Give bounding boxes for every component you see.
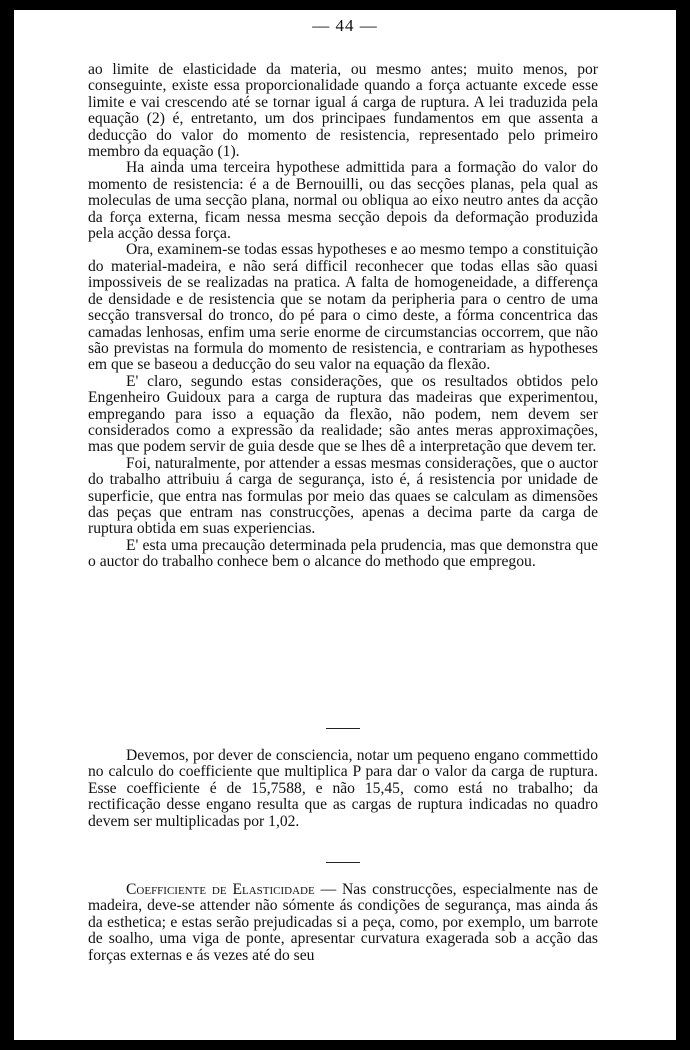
section-divider	[326, 862, 360, 863]
body-text-section	[88, 62, 598, 571]
document-page	[14, 10, 676, 1040]
section-divider	[326, 728, 360, 729]
elasticity-section	[88, 882, 598, 964]
paragraph-correction: Devemos, por dever de consciencia, notar um pequeno engano commettido no calculo do coefficiente que multiplica P para dar o valor da carga de ruptura. Esse coefficiente é de 15,7588, e não 15,45, como está no trabalho; da rectificação desse engano resulta que as cargas de ruptura indicadas no quadro devem ser multiplicadas por 1,02.	[88, 747, 598, 830]
paragraph-hypotheses: Ora, examinem-se todas essas hypotheses e ao mesmo tempo a constituição do material-madeira, e não será difficil reconhecer que todas ellas são quasi impossiveis de se realizadas na pratica. A falta de homogeneidade, a differença de densidade e de resistencia que se notam da peripheria para o centro de uma secção transversal do tronco, do pé para o cimo deste, a fórma concentrica das camadas lenhosas, enfim uma serie enorme de circumstancias occorrem, que não são previstas na formula do momento de resistencia, e contrariam as hypotheses em que se baseou a deducção do seu valor na equação da flexão.	[88, 241, 598, 374]
section-body-text: — Nas construcções, especialmente nas de madeira, deve-se attender não sómente ás condições de segurança, mas ainda ás da esthetica; e estas serão prejudicadas si a peça, como, por exemplo, um barrote de soalho, uma viga de ponte, apresentar curvatura exagerada sob a acção das forças externas e ás vezes até do seu	[88, 881, 598, 964]
paragraph-continuation: ao limite de elasticidade da materia, ou mesmo antes; muito menos, por conseguinte, existe essa proporcionalidade quando a força actuante excede esse limite e vai crescendo até se tornar igual á carga de ruptura. A lei traduzida pela equação (2) é, entretanto, um dos principaes fundamentos em que assenta a deducção do valor do momento de resistencia, representado pelo primeiro membro da equação (1).	[88, 61, 598, 161]
paragraph-carga-seguranca: Foi, naturalmente, por attender a essas mesmas considerações, que o auctor do trabalho attribuiu á carga de segurança, isto é, á resistencia por unidade de superficie, que entra nas formulas por meio das quaes se calculam as dimensões das peças que entram nas construcções, apenas a decima parte da carga de ruptura obtida em suas experiencias.	[88, 454, 598, 538]
correction-note-section	[88, 748, 598, 830]
paragraph-bernouilli: Ha ainda uma terceira hypothese admittida para a formação do valor do momento de resistencia: é a de Bernouilli, ou das secções planas, pela qual as moleculas de uma secção plana, normal ou obliqua ao eixo neutro antes da acção da força externa, ficam nessa mesma secção depois da deformação produzida pela acção dessa força.	[88, 159, 598, 243]
paragraph-elasticity	[88, 882, 598, 964]
section-heading: Coefficiente de Elasticidade	[126, 881, 315, 898]
page-number: — 44 —	[312, 16, 378, 35]
paragraph-precaucao: E' esta uma precaução determinada pela prudencia, mas que demonstra que o auctor do trabalho conhece bem o alcance do methodo que empregou.	[88, 536, 598, 571]
paragraph-guidoux: E' claro, segundo estas considerações, que os resultados obtidos pelo Engenheiro Guidoux para a carga de ruptura das madeiras que experimentou, empregando para isso a equação da flexão, não podem, nem devem ser considerados como a expressão da realidade; são antes meras approximações, mas que podem servir de guia desde que se lhes dê a interpretação que devem ter.	[88, 372, 598, 456]
